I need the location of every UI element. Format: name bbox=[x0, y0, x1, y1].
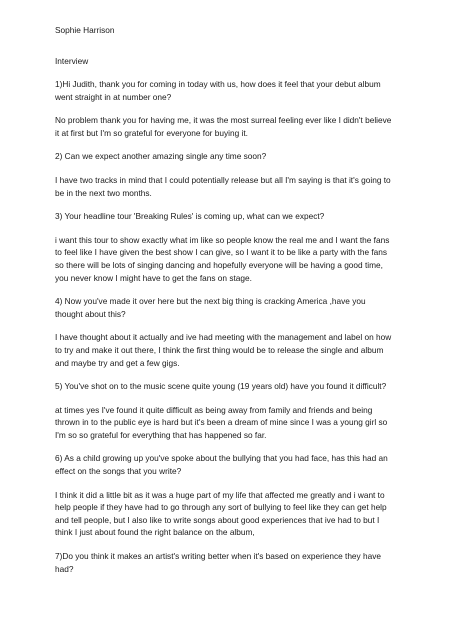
author-name: Sophie Harrison bbox=[55, 25, 115, 35]
question-3: 3) Your headline tour 'Breaking Rules' is coming up, what can we expect? bbox=[55, 211, 325, 222]
answer-6: I think it did a little bit as it was a huge part of my life that affected me greatly and i want to help people if they have had to go through any sort of bullying to feel like they can get help and tell people, but I also like to write songs about good experiences that ive had to but I think I just about found the right balance on the album, bbox=[55, 489, 387, 538]
question-5: 5) You've shot on to the music scene quite young (19 years old) have you found it difficult? bbox=[55, 381, 387, 392]
answer-4: I have thought about it actually and ive had meeting with the management and label on how to try and make it out there, I think the first thing would be to release the single and album and maybe try and get a few gigs. bbox=[55, 332, 392, 368]
question-4: 4) Now you've made it over here but the next big thing is cracking America ,have you thought about this? bbox=[55, 296, 366, 319]
question-1: 1)Hi Judith, thank you for coming in today with us, how does it feel that your debut album went straight in at number one? bbox=[55, 79, 381, 102]
answer-1: No problem thank you for having me, it was the most surreal feeling ever like I didn't believe it at first but I'm so grateful for everyone for buying it. bbox=[55, 115, 392, 138]
interview-body bbox=[55, 78, 395, 575]
answer-5: at times yes I've found it quite difficult as being away from family and friends and being thrown in to the public eye is hard but it's been a dream of mine since I was a young girl so I'm so so grateful for everything that has happened so far. bbox=[55, 404, 388, 440]
document-heading: Interview bbox=[55, 56, 89, 66]
question-2: 2) Can we expect another amazing single any time soon? bbox=[55, 151, 267, 162]
answer-3: i want this tour to show exactly what im like so people know the real me and I want the fans to feel like I have given the best show I can give, so I want it to be like a party with the fans so there will be lots of singing dancing and hopefully everyone will be having a good time, you never know I might have to get the fans on stage. bbox=[55, 234, 390, 283]
question-6: 6) As a child growing up you've spoke about the bullying that you had face, has this had an effect on the songs that you write? bbox=[55, 453, 388, 477]
question-7: 7)Do you think it makes an artist's writing better when it's based on experience they have had? bbox=[55, 551, 381, 574]
answer-2: I have two tracks in mind that I could potentially release but all I'm saying is that it's going to be in the next two months. bbox=[55, 174, 391, 198]
